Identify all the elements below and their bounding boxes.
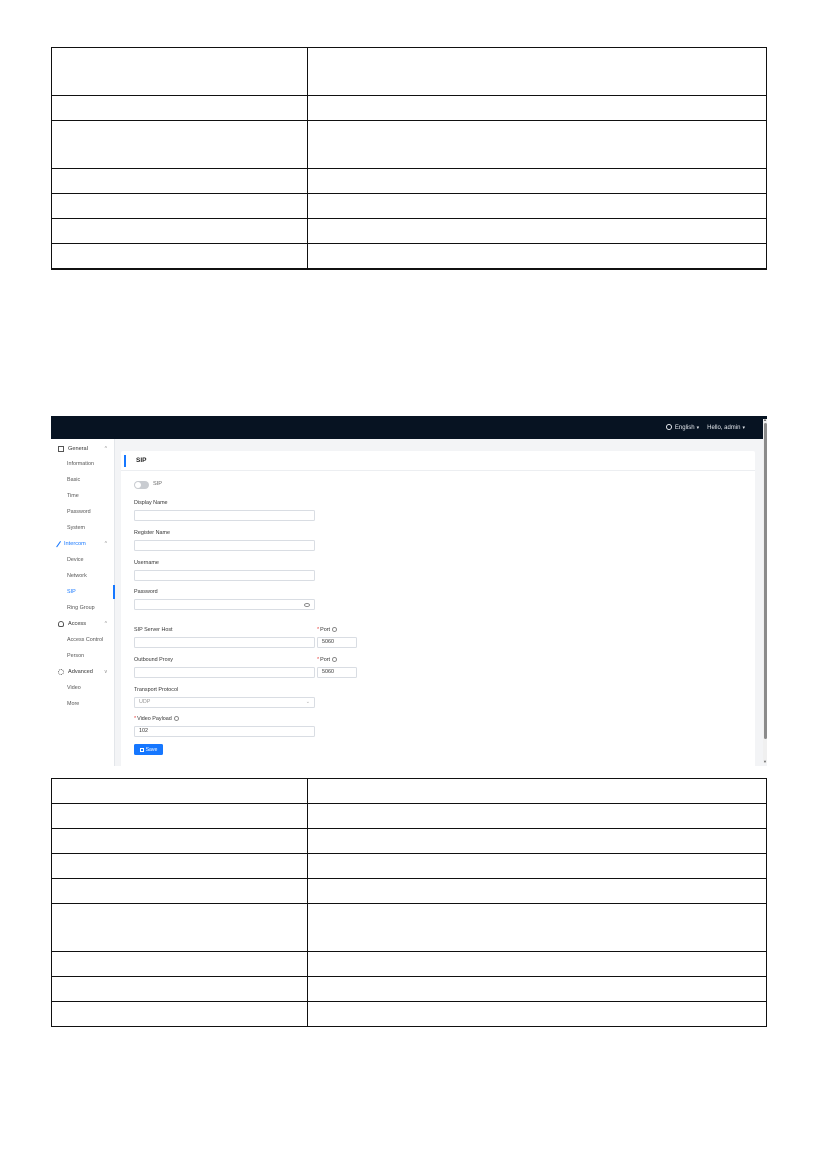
- sidebar-item-device[interactable]: [51, 553, 115, 567]
- info-icon: [332, 627, 337, 632]
- username-input[interactable]: [134, 570, 315, 581]
- panel-header: [121, 451, 755, 471]
- table-cell: [52, 829, 308, 854]
- table-cell: [308, 121, 767, 169]
- port-label-text: Port: [320, 657, 330, 663]
- outbound-proxy-label: Outbound Proxy: [134, 657, 173, 663]
- table-cell: [308, 244, 767, 269]
- table-cell: [52, 879, 308, 904]
- sidebar-group-general[interactable]: [51, 442, 115, 456]
- sidebar-item-label: Video: [67, 685, 81, 691]
- sidebar-item-ring-group[interactable]: [51, 601, 115, 615]
- display-name-input[interactable]: [134, 510, 315, 521]
- table-cell: [52, 854, 308, 879]
- info-icon: [332, 657, 337, 662]
- sidebar-item-label: Basic: [67, 477, 81, 483]
- page-title: SIP: [136, 457, 147, 464]
- sip-server-host-label: SIP Server Host: [134, 627, 173, 633]
- transport-protocol-value: UDP: [139, 699, 151, 705]
- sidebar-item-basic[interactable]: [51, 473, 115, 487]
- video-payload-label-text: Video Payload: [137, 716, 172, 722]
- table-cell: [308, 779, 767, 804]
- sidebar-item-label: System: [67, 525, 85, 531]
- password-label: Password: [134, 589, 158, 595]
- sidebar-item-more[interactable]: [51, 697, 115, 711]
- table-cell: [52, 121, 308, 169]
- sidebar-item-label: SIP: [67, 589, 76, 595]
- sidebar-group-intercom[interactable]: [51, 537, 115, 551]
- sidebar-item-system[interactable]: [51, 521, 115, 535]
- title-accent-bar: [124, 455, 126, 467]
- register-name-label: Register Name: [134, 530, 170, 536]
- language-selector[interactable]: [666, 424, 699, 431]
- required-marker: *: [134, 716, 137, 722]
- table-cell: [308, 952, 767, 977]
- gear-icon: [58, 669, 64, 675]
- sip-settings-panel: [121, 451, 755, 766]
- port-label-text: Port: [320, 627, 330, 633]
- table-cell: [52, 804, 308, 829]
- sidebar-item-information[interactable]: [51, 457, 115, 471]
- register-name-input[interactable]: [134, 540, 315, 551]
- table-cell: [52, 96, 308, 121]
- table-cell: [308, 96, 767, 121]
- table-cell: [308, 829, 767, 854]
- table-cell: [308, 1002, 767, 1027]
- sidebar-item-label: Information: [67, 461, 94, 467]
- sidebar-item-label: Person: [67, 653, 85, 659]
- user-menu-label: Hello, admin: [707, 424, 741, 431]
- sidebar-item-label: Ring Group: [67, 605, 95, 611]
- sip-server-host-input[interactable]: [134, 637, 315, 648]
- sidebar-group-label: Access: [68, 621, 87, 627]
- transport-protocol-select[interactable]: [134, 697, 315, 708]
- sidebar-group-label: Advanced: [68, 669, 93, 675]
- table-cell: [52, 1002, 308, 1027]
- required-marker: *: [317, 627, 320, 633]
- chevron-down-icon: ▾: [742, 424, 745, 431]
- username-label: Username: [134, 560, 159, 566]
- scrollbar-thumb[interactable]: [764, 423, 767, 739]
- sidebar-item-access-control[interactable]: [51, 633, 115, 647]
- password-input[interactable]: [134, 599, 315, 610]
- table-cell: [308, 904, 767, 952]
- sidebar-item-sip[interactable]: [51, 585, 115, 599]
- video-payload-label: [134, 716, 179, 722]
- table-cell: [308, 804, 767, 829]
- save-button[interactable]: [134, 744, 163, 755]
- top-bar: [51, 416, 767, 439]
- required-marker: *: [317, 657, 320, 663]
- sidebar-item-label: Time: [67, 493, 79, 499]
- table-cell: [52, 904, 308, 952]
- sidebar-item-person[interactable]: [51, 649, 115, 663]
- table-cell: [308, 194, 767, 219]
- scroll-down-icon[interactable]: ▼: [763, 759, 767, 764]
- port-label: [317, 657, 337, 663]
- table-cell: [52, 219, 308, 244]
- sidebar-item-label: Access Control: [67, 637, 104, 643]
- sidebar-item-password[interactable]: [51, 505, 115, 519]
- sidebar-item-label: More: [67, 701, 80, 707]
- sidebar-group-access[interactable]: [51, 617, 115, 631]
- sip-server-port-input[interactable]: 5060: [317, 637, 357, 648]
- scrollbar[interactable]: [763, 419, 767, 763]
- person-icon: [58, 621, 64, 627]
- sidebar-group-label: General: [68, 446, 88, 452]
- save-button-label: Save: [145, 746, 158, 753]
- transport-protocol-label: Transport Protocol: [134, 687, 179, 693]
- chevron-down-icon: v: [104, 669, 107, 675]
- info-icon: [174, 716, 179, 721]
- globe-icon: [666, 424, 672, 430]
- document-table-top: [51, 47, 767, 270]
- wrench-icon: [56, 541, 62, 548]
- table-cell: [52, 779, 308, 804]
- sip-toggle[interactable]: [134, 481, 149, 489]
- table-cell: [308, 879, 767, 904]
- language-label: English: [674, 425, 695, 431]
- table-cell: [308, 854, 767, 879]
- table-cell: [52, 169, 308, 194]
- outbound-proxy-port-input[interactable]: 5060: [317, 667, 357, 678]
- table-cell: [308, 219, 767, 244]
- outbound-proxy-input[interactable]: [134, 667, 315, 678]
- sidebar-item-network[interactable]: [51, 569, 115, 583]
- table-cell: [52, 952, 308, 977]
- save-icon: [140, 748, 144, 752]
- chevron-down-icon: ▾: [696, 425, 700, 431]
- grid-icon: [58, 446, 64, 452]
- table-cell: [308, 169, 767, 194]
- sip-toggle-label: SIP: [153, 481, 163, 487]
- sidebar-item-label: Network: [67, 573, 87, 579]
- sip-settings-screenshot: [51, 416, 767, 766]
- sidebar-item-time[interactable]: [51, 489, 115, 503]
- sidebar-item-label: Device: [67, 557, 84, 563]
- sidebar-item-video[interactable]: [51, 681, 115, 695]
- table-cell: [308, 48, 767, 96]
- port-label: [317, 627, 337, 633]
- eye-icon[interactable]: [304, 603, 310, 607]
- sidebar-group-advanced[interactable]: [51, 665, 115, 679]
- sidebar: [51, 439, 115, 766]
- table-cell: [52, 244, 308, 269]
- toggle-knob: [135, 482, 141, 488]
- sidebar-item-label: Password: [67, 509, 91, 515]
- chevron-up-icon: ^: [104, 446, 107, 452]
- document-table-bottom: [51, 778, 767, 1027]
- table-cell: [52, 194, 308, 219]
- sidebar-group-label: Intercom: [64, 541, 86, 547]
- chevron-up-icon: ^: [104, 621, 107, 627]
- table-cell: [308, 977, 767, 1002]
- table-cell: [52, 48, 308, 96]
- chevron-down-icon: ⌄: [305, 699, 310, 705]
- user-menu[interactable]: [707, 425, 745, 431]
- video-payload-input[interactable]: 102: [134, 726, 315, 737]
- display-name-label: Display Name: [134, 500, 168, 506]
- scroll-up-icon[interactable]: ▲: [763, 417, 767, 422]
- chevron-up-icon: ^: [104, 541, 107, 547]
- table-cell: [52, 977, 308, 1002]
